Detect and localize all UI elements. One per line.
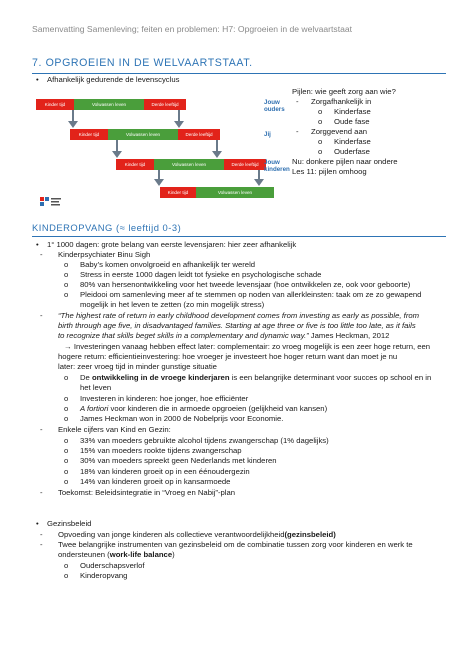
- sub3-rest: voor kinderen die in armoede opgroeien (gelijkheid van kansen): [108, 404, 328, 413]
- segment-derde-leeftijd: Derde leeftijd: [224, 159, 266, 170]
- heckman-quote-line-3: [58, 331, 389, 341]
- circle-marker: o: [64, 477, 69, 486]
- kinderopvang-o4a: Pleidooi om samenleving meer af te stemmen op noden van allerkleinsten: taak om ze zo gewapend: [80, 290, 422, 299]
- chapter-heading: 7. OPGROEIEN IN DE WELVAARTSTAAT.: [32, 57, 253, 69]
- pijlen-kinderfase-2: Kinderfase: [334, 137, 371, 146]
- heckman-quote-line-2: birth through age five, in disadvantaged families. Starting at age three or five is too little too late, as it fails: [58, 321, 416, 330]
- kinderopvang-o2: Stress in eerste 1000 dagen leidt tot fysieke en psychologische schade: [80, 270, 322, 279]
- segment-volwassen-leven: Volwassen leven: [108, 129, 178, 140]
- segment-volwassen-leven: Volwassen leven: [154, 159, 224, 170]
- ouderschapsverlof: Ouderschapsverlof: [80, 561, 145, 570]
- gezinsbeleid-d1-bold: (gezinsbeleid): [284, 530, 336, 539]
- bullet-marker: •: [36, 519, 39, 528]
- side-label-jij: Jij: [264, 131, 271, 138]
- circle-marker: o: [64, 467, 69, 476]
- pijlen-ouderfase: Ouderfase: [334, 147, 370, 156]
- circle-marker: o: [318, 117, 323, 126]
- gezinsbeleid-d2-line-2: [58, 550, 175, 560]
- circle-marker: o: [64, 571, 69, 580]
- heckman-quote-line-1: “The highest rate of return in early childhood development comes from investing as early as possible, from: [58, 311, 420, 320]
- segment-kindertijd: Kinder tijd: [70, 129, 108, 140]
- segment-volwassen-leven: Volwassen leven: [74, 99, 144, 110]
- publisher-logo-icon: [40, 197, 62, 209]
- cijfer-2: 15% van moeders rookte tijdens zwangerschap: [80, 446, 242, 455]
- investeringen-line-2: hogere return: efficientieinvestering: hoe vroeger je investeert hoe hoger return want dan moet je nu: [58, 352, 398, 361]
- circle-marker: o: [318, 137, 323, 146]
- dash-marker: -: [296, 97, 299, 106]
- running-header: Samenvatting Samenleving; feiten en problemen: H7: Opgroeien in de welvaartstaat: [32, 24, 353, 34]
- pijlen-zorggevend: Zorggevend aan: [311, 127, 367, 136]
- heckman-sub-4: James Heckman won in 2000 de Nobelprijs voor Economie.: [80, 414, 284, 423]
- dash-marker: -: [40, 250, 43, 259]
- circle-marker: o: [64, 394, 69, 403]
- segment-kindertijd: Kinder tijd: [36, 99, 74, 110]
- circle-marker: o: [64, 260, 69, 269]
- circle-marker: o: [64, 270, 69, 279]
- intro-bullet-text: Afhankelijk gedurende de levenscyclus: [47, 75, 180, 84]
- circle-marker: o: [318, 107, 323, 116]
- pijlen-title: Pijlen: wie geeft zorg aan wie?: [292, 87, 396, 96]
- segment-kindertijd: Kinder tijd: [160, 187, 196, 198]
- cijfer-4: 18% van kinderen groeit op in een éénoudergezin: [80, 467, 250, 476]
- sub1-prefix: De: [80, 373, 92, 382]
- cijfer-1: 33% van moeders gebruikte alcohol tijdens zwangerschap (1% dagelijks): [80, 436, 329, 445]
- circle-marker: o: [64, 373, 69, 382]
- kinderopvang-binu-sigh: Kinderpsychiater Binu Sigh: [58, 250, 151, 259]
- circle-marker: o: [64, 414, 69, 423]
- kinderopvang-o1: Baby’s komen onvolgroeid en afhankelijk ter wereld: [80, 260, 256, 269]
- sub3-italic: A fortiori: [80, 404, 109, 413]
- pijlen-zorgafhankelijk: Zorgafhankelijk in: [311, 97, 372, 106]
- heckman-sub-3: [80, 404, 327, 414]
- segment-derde-leeftijd: Derde leeftijd: [144, 99, 186, 110]
- dash-marker: -: [296, 127, 299, 136]
- dash-marker: -: [40, 311, 43, 320]
- d2-bold: work-life balance: [109, 550, 173, 559]
- investeringen-line-3: later: zeer vroeg tijd in minder gunstige situatie: [58, 362, 217, 371]
- pijlen-les: Les 11: pijlen omhoog: [292, 167, 367, 176]
- gezinsbeleid-d1-text: Opvoeding van jonge kinderen als collectieve verantwoordelijkheid: [58, 530, 285, 539]
- d2-pre: ondersteunen (: [58, 550, 110, 559]
- circle-marker: o: [64, 436, 69, 445]
- gezinsbeleid-title: Gezinsbeleid: [47, 519, 92, 528]
- dash-marker: -: [40, 488, 43, 497]
- lifecycle-diagram: [36, 87, 290, 212]
- side-label-jouw-kinderen: Jouw kinderen: [264, 159, 290, 173]
- kind-en-gezin-heading: Enkele cijfers van Kind en Gezin:: [58, 425, 171, 434]
- circle-marker: o: [64, 290, 69, 299]
- side-label-jouw-ouders: Jouw ouders: [264, 99, 285, 113]
- section-heading-rule: [32, 236, 446, 237]
- segment-kindertijd: Kinder tijd: [116, 159, 154, 170]
- dash-marker: -: [40, 540, 43, 549]
- circle-marker: o: [64, 561, 69, 570]
- gezinsbeleid-d2-line-1: Twee belangrijke instrumenten van gezinsbeleid om de combinatie tussen zorg voor kinderen en werk te: [58, 540, 413, 549]
- kinderopvang-item: Kinderopvang: [80, 571, 128, 580]
- cijfer-5: 14% van kinderen groeit op in kansarmoede: [80, 477, 231, 486]
- sub1-rest: is een belangrijke determinant voor succes op school en in: [229, 373, 432, 382]
- circle-marker: o: [64, 280, 69, 289]
- kinderopvang-bullet-1000-dagen: 1° 1000 dagen: grote belang van eerste levensjaren: hier zeer afhankelijk: [47, 240, 297, 249]
- cijfer-3: 30% van moeders spreekt geen Nederlands met kinderen: [80, 456, 277, 465]
- d2-post: ): [172, 550, 175, 559]
- segment-derde-leeftijd: Derde leeftijd: [178, 129, 220, 140]
- pijlen-kinderfase: Kinderfase: [334, 107, 371, 116]
- circle-marker: o: [64, 456, 69, 465]
- heckman-sub-1: [80, 373, 431, 383]
- gezinsbeleid-d1: [58, 530, 336, 540]
- dash-marker: -: [40, 425, 43, 434]
- kinderopvang-o3: 80% van hersenontwikkeling voor het tweede levensjaar (hoe ontwikkelen ze, ook voor geboorte): [80, 280, 411, 289]
- heckman-quote-end: to recognize that skills beget skills in a complementary and dynamic way.”: [58, 331, 309, 340]
- pijlen-oude-fase: Oude fase: [334, 117, 370, 126]
- kinderopvang-o4b: mogelijk in het leven te zetten (zo min mogelijk stress): [80, 300, 265, 309]
- heckman-quote-author: James Heckman, 2012: [308, 331, 390, 340]
- dash-marker: -: [40, 530, 43, 539]
- circle-marker: o: [64, 446, 69, 455]
- diagram-arrows: [36, 87, 274, 212]
- bullet-marker: •: [36, 75, 39, 84]
- circle-marker: o: [64, 404, 69, 413]
- chapter-heading-rule: [32, 73, 446, 74]
- sub1-bold: ontwikkeling in de vroege kinderjaren: [91, 373, 230, 382]
- heckman-sub-1-line-2: het leven: [80, 383, 112, 392]
- heckman-sub-2: Investeren in kinderen: hoe jonger, hoe efficiënter: [80, 394, 249, 403]
- circle-marker: o: [318, 147, 323, 156]
- segment-volwassen-leven: Volwassen leven: [196, 187, 274, 198]
- investeringen-line-1: → Investeringen vanaag hebben effect later: complementair: zo vroeg mogelijk is een zeer hoge return, een: [64, 342, 431, 351]
- pijlen-nu: Nu: donkere pijlen naar ondere: [292, 157, 398, 166]
- section-heading-kinderopvang: KINDEROPVANG (≈ leeftijd 0-3): [32, 222, 182, 233]
- toekomst: Toekomst: Beleidsintegratie in “Vroeg en Nabij”-plan: [58, 488, 236, 497]
- bullet-marker: •: [36, 240, 39, 249]
